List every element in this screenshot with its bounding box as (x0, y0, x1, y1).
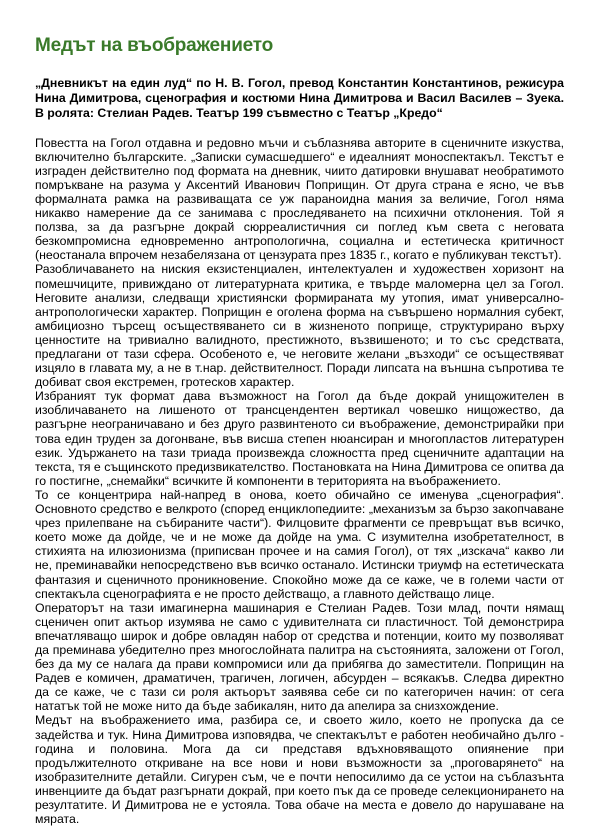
paragraph: Операторът на тази имагинерна машинария е Стелиан Радев. Този млад, почти нямащ сценичен опит актьор изумява не само с удивителната си пластичност. Той демонстрира впечатляващо широк и добре овладян набор от средства и потенции, които му позволяват да преминава убедително през многослойната палитра на състоянията, заложени от Гогол, без да му се налага да прави компромиси или да прибягва до заместители. Поприщин на Радев е комичен, драматичен, трагичен, логичен, абсурден – всякакъв. Следва директно да се каже, че с тази си роля актьорът заявява себе си по категоричен начин: от сега нататък той не може нито да бъде забикалян, нито да апелира за снизхождение. (35, 600, 564, 714)
paragraph: Разобличаването на ниския екзистенциален, интелектуален и художествен хоризонт на помешчиците, привиждано от литературната критика, е твърде маломерна цел за Гогол. Неговите анализи, следващи християнски формираната му утопия, имат универсално-антропологически характер. Поприщин е оголена форма на съвършено нормалния субект, амбициозно търсещ осъществяването си в жизненото поприще, структурирано върху ценностите на тривиално валидното, престижното, възвишеното; и то със средствата, предлагани от тази сфера. Особеното е, че неговите желани „възходи“ се осъществяват изцяло в главата му, а не в т.нар. действителност. Поради липсата на външна съпротива те добиват своя екстремен, гротесков характер. (35, 262, 564, 390)
article-body (35, 136, 564, 826)
article-title: Медът на въображението (35, 35, 274, 56)
article-subtitle: „Дневникът на един луд“ по Н. В. Гогол, превод Константин Константинов, режисура Нина Димитрова, сценография и костюми Нина Димитрова и Васил Василев – Зуека. В ролята: Стелиан Радев. Театър 199 съвместно с Театър „Кредо“ (35, 76, 564, 121)
paragraph: Медът на въображението има, разбира се, и своето жило, което не пропуска да се задейства и тук. Нина Димитрова изповядва, че спектакълът е работен необичайно дълго - година и половина. Мога да си представя вдъхновяващото опиянение при продължителното откриване на все нови и нови възможности за „проговарянето“ на изобразителните детайли. Сигурен съм, че е почти непосилимо да се устои на съблазънта инвенциите да бъдат разгърнати докрай, при което пък да се проведе селекционирането на резултатите. И Димитрова не е устояла. Това обаче на места е довело до нарушаване на мярата. (35, 713, 564, 826)
paragraph: То се концентрира най-напред в онова, което обичайно се именува „сценография“. Основното средство е велкрото (според енциклопедиите: „механизъм за бързо закопчаване чрез прилепване на събираните части“). Филцовите фрагменти се превръщат във всичко, което може да дойде, че и не може да дойде на ума. С изумителна изобретателност, в стихията на илюзионизма (приписван прочее и на самия Гогол), от тях „изскача“ какво ли не, преминавайки непосредствено във всичко останало. Истински триумф на естетическата фантазия и сценичното проникновение. Спокойно може да се каже, че в големи части от спектакъла сценографията е не просто действащо, а главното действащо лице. (35, 487, 564, 601)
paragraph: Повестта на Гогол отдавна и редовно мъчи и съблазнява авторите в сценичните изкуства, включително българските. „Записки сумасшедшего“ е идеалният моноспектакъл. Текстът е изграден действително под формата на дневник, чиито датировки внушават необратимото помръкване на разума у Аксентий Иванович Поприщин. От друга страна е ясно, че във формалната рамка на развиващата се уж параноидна мания за величие, Гогол няма никакво намерение да се занимава с проследяването на психични отклонения. Той я ползва, за да разгърне докрай сюрреалистичния си поглед към света с неговата безкомпромисна едновременно антропологична, социална и естетическа критичност (неостанала впрочем незабелязана от цензурата през 1835 г., когато е публикуван текстът). (35, 135, 564, 263)
paragraph: Избраният тук формат дава възможност на Гогол да бъде докрай унищожителен в изобличаването на лишеното от трансцендентен вертикал човешко нищожество, да разгърне неограничавано и без друго развинтеното си въображение, демонстрирайки при това един труден за догонване, във висша степен нюансиран и многопластов литературен език. Удържането на тази триада произвежда сложността пред сценичните адаптации на текста, тя е същинското предизвикателство. Постановката на Нина Димитрова се опитва да го постигне, „снемайки“ всичките й компоненти в територията на въображението. (35, 389, 564, 488)
